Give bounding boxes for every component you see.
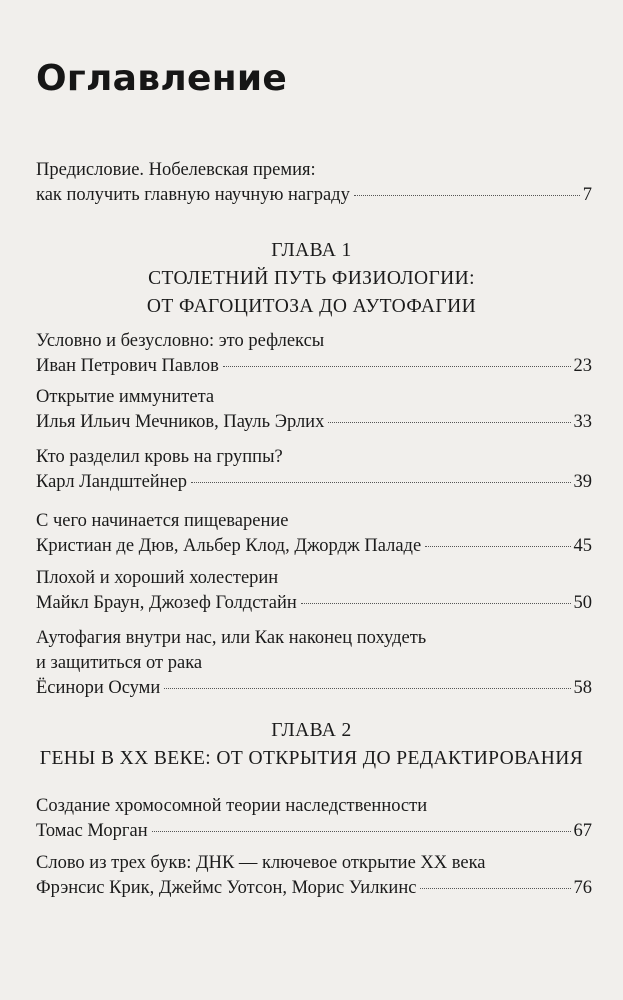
toc-entry[interactable] — [36, 626, 592, 701]
dot-leader — [164, 688, 570, 689]
dot-leader — [425, 546, 570, 547]
entry-title-line: Условно и безусловно: это рефлексы — [36, 331, 325, 351]
toc-entry[interactable] — [36, 509, 592, 559]
chapter-2-heading — [30, 717, 593, 773]
entry-title-line: Слово из трех букв: ДНК — ключевое открытие XX века — [36, 853, 486, 873]
dot-leader — [223, 366, 571, 367]
page-number: 23 — [573, 356, 592, 376]
chapter-1-heading — [30, 237, 593, 321]
page-number: 45 — [573, 536, 592, 556]
entry-title-line: Кто разделил кровь на группы? — [36, 447, 283, 467]
dot-leader — [354, 195, 580, 196]
dot-leader — [420, 888, 570, 889]
page-number: 50 — [573, 593, 592, 613]
entry-title-line: Предисловие. Нобелевская премия: — [36, 160, 316, 180]
page-number: 33 — [573, 412, 592, 432]
toc-entry[interactable] — [36, 385, 592, 435]
toc-entry[interactable] — [36, 329, 592, 379]
entry-title-line: Открытие иммунитета — [36, 387, 215, 407]
entry-authors: Карл Ландштейнер — [36, 472, 188, 492]
chapter-title-line: ГЕНЫ В XX ВЕКЕ: ОТ ОТКРЫТИЯ ДО РЕДАКТИРОВАНИЯ — [39, 748, 584, 769]
dot-leader — [191, 482, 570, 483]
toc-entry-preface[interactable] — [36, 158, 592, 208]
entry-authors: Кристиан де Дюв, Альбер Клод, Джордж Паладе — [36, 536, 422, 556]
page-number: 67 — [573, 821, 592, 841]
page-number: 76 — [573, 878, 592, 898]
entry-title-line: С чего начинается пищеварение — [36, 511, 289, 531]
entry-title-line: как получить главную научную награду — [36, 185, 350, 205]
toc-entry[interactable] — [36, 851, 592, 901]
dot-leader — [152, 831, 571, 832]
page-number: 39 — [573, 472, 592, 492]
page-number: 58 — [573, 678, 592, 698]
toc-entry[interactable] — [36, 445, 592, 495]
page-title: Оглавление — [36, 58, 288, 99]
dot-leader — [328, 422, 570, 423]
chapter-title-line: СТОЛЕТНИЙ ПУТЬ ФИЗИОЛОГИИ: — [148, 268, 475, 289]
entry-title-line: и защититься от рака — [36, 653, 203, 673]
entry-title-line: Создание хромосомной теории наследственности — [36, 796, 428, 816]
chapter-title-line: ОТ ФАГОЦИТОЗА ДО АУТОФАГИИ — [146, 296, 477, 317]
entry-title-line: Аутофагия внутри нас, или Как наконец похудеть — [36, 628, 427, 648]
entry-authors: Илья Ильич Мечников, Пауль Эрлих — [36, 412, 325, 432]
page-number: 7 — [582, 185, 592, 205]
toc-entry[interactable] — [36, 566, 592, 616]
entry-authors: Иван Петрович Павлов — [36, 356, 219, 376]
chapter-label: ГЛАВА 2 — [271, 720, 352, 741]
entry-authors: Фрэнсис Крик, Джеймс Уотсон, Морис Уилкинс — [36, 878, 417, 898]
entry-authors: Ёсинори Осуми — [36, 678, 161, 698]
entry-authors: Майкл Браун, Джозеф Голдстайн — [36, 593, 297, 613]
dot-leader — [301, 603, 571, 604]
chapter-label: ГЛАВА 1 — [271, 240, 352, 261]
entry-title-line: Плохой и хороший холестерин — [36, 568, 279, 588]
entry-authors: Томас Морган — [36, 821, 148, 841]
toc-entry[interactable] — [36, 794, 592, 844]
